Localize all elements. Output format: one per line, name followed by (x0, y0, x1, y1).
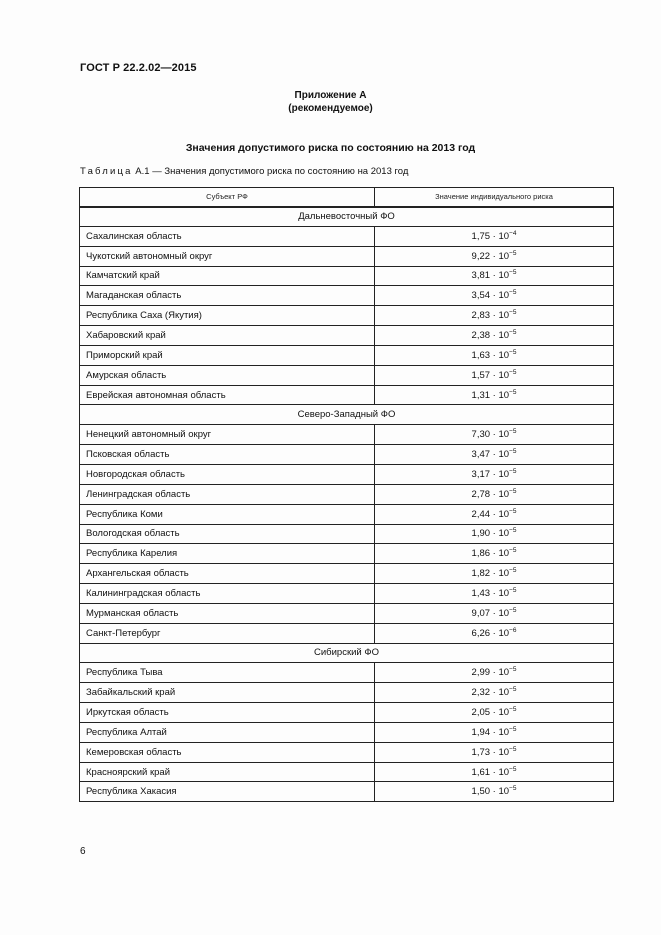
risk-times-ten: · 10 (490, 290, 510, 302)
region-cell: Чукотский автономный округ (80, 246, 375, 266)
risk-mantissa: 2,32 (471, 687, 491, 699)
risk-cell (375, 345, 614, 365)
risk-exponent: −5 (509, 467, 517, 475)
region-cell: Республика Тыва (80, 663, 375, 683)
risk-exponent: −5 (509, 765, 517, 773)
risk-exponent: −5 (509, 368, 517, 376)
risk-exponent: −5 (509, 686, 517, 694)
region-cell: Калининградская область (80, 584, 375, 604)
risk-times-ten: · 10 (490, 587, 510, 599)
risk-cell (375, 603, 614, 623)
appendix-heading (0, 89, 661, 115)
region-cell: Забайкальский край (80, 683, 375, 703)
risk-cell (375, 524, 614, 544)
table-row (80, 742, 614, 762)
region-cell: Приморский край (80, 345, 375, 365)
risk-exponent: −5 (509, 328, 517, 336)
caption-dash: — (152, 166, 162, 177)
risk-times-ten: · 10 (490, 667, 510, 679)
region-cell: Республика Коми (80, 504, 375, 524)
region-cell: Сахалинская область (80, 226, 375, 246)
region-cell: Хабаровский край (80, 326, 375, 346)
risk-times-ten: · 10 (490, 329, 510, 341)
risk-cell (375, 286, 614, 306)
standard-code: ГОСТ Р 22.2.02—2015 (80, 62, 197, 74)
risk-times-ten: · 10 (490, 270, 510, 282)
risk-mantissa: 1,73 (471, 746, 491, 758)
risk-mantissa: 3,54 (471, 290, 491, 302)
risk-exponent: −6 (509, 626, 517, 634)
region-cell: Амурская область (80, 365, 375, 385)
table-row (80, 425, 614, 445)
risk-times-ten: · 10 (490, 488, 510, 500)
risk-exponent: −5 (509, 289, 517, 297)
risk-cell (375, 484, 614, 504)
group-name: Дальневосточный ФО (80, 207, 614, 227)
risk-mantissa: 6,26 (471, 627, 491, 639)
risk-times-ten: · 10 (490, 707, 510, 719)
risk-mantissa: 1,94 (471, 726, 491, 738)
table-row (80, 544, 614, 564)
region-cell: Республика Саха (Якутия) (80, 306, 375, 326)
group-name: Сибирский ФО (80, 643, 614, 663)
risk-mantissa: 1,43 (471, 587, 491, 599)
region-cell: Республика Алтай (80, 722, 375, 742)
table-caption (80, 166, 408, 177)
risk-mantissa: 1,31 (471, 389, 491, 401)
risk-cell (375, 742, 614, 762)
risk-times-ten: · 10 (490, 766, 510, 778)
risk-exponent: −5 (509, 745, 517, 753)
risk-cell (375, 266, 614, 286)
table-row (80, 762, 614, 782)
risk-exponent: −5 (509, 725, 517, 733)
risk-times-ten: · 10 (490, 568, 510, 580)
risk-exponent: −5 (509, 428, 517, 436)
table-row (80, 385, 614, 405)
risk-mantissa: 3,47 (471, 449, 491, 461)
table-row (80, 603, 614, 623)
risk-mantissa: 3,17 (471, 468, 491, 480)
risk-cell (375, 226, 614, 246)
group-row (80, 207, 614, 227)
region-cell: Еврейская автономная область (80, 385, 375, 405)
risk-cell (375, 564, 614, 584)
risk-exponent: −5 (509, 388, 517, 396)
table-row (80, 226, 614, 246)
table-row (80, 504, 614, 524)
risk-mantissa: 2,83 (471, 310, 491, 322)
risk-mantissa: 3,81 (471, 270, 491, 282)
risk-mantissa: 2,78 (471, 488, 491, 500)
risk-exponent: −5 (509, 487, 517, 495)
table-row (80, 703, 614, 723)
region-cell: Санкт-Петербург (80, 623, 375, 643)
risk-mantissa: 7,30 (471, 429, 491, 441)
risk-times-ten: · 10 (490, 607, 510, 619)
risk-times-ten: · 10 (490, 230, 510, 242)
table-header-row (80, 188, 614, 207)
risk-cell (375, 782, 614, 802)
region-cell: Камчатский край (80, 266, 375, 286)
region-cell: Кемеровская область (80, 742, 375, 762)
risk-mantissa: 1,61 (471, 766, 491, 778)
risk-times-ten: · 10 (490, 389, 510, 401)
risk-cell (375, 504, 614, 524)
risk-times-ten: · 10 (490, 627, 510, 639)
table-row (80, 623, 614, 643)
page-number: 6 (80, 846, 86, 857)
region-cell: Ненецкий автономный округ (80, 425, 375, 445)
region-cell: Ленинградская область (80, 484, 375, 504)
caption-number: А.1 (135, 166, 150, 177)
risk-exponent: −5 (509, 567, 517, 575)
risk-mantissa: 1,63 (471, 349, 491, 361)
risk-cell (375, 722, 614, 742)
risk-cell (375, 584, 614, 604)
risk-exponent: −5 (509, 249, 517, 257)
risk-times-ten: · 10 (490, 528, 510, 540)
risk-times-ten: · 10 (490, 369, 510, 381)
region-cell: Красноярский край (80, 762, 375, 782)
risk-cell (375, 425, 614, 445)
risk-mantissa: 9,07 (471, 607, 491, 619)
table-row (80, 484, 614, 504)
caption-text: Значения допустимого риска по состоянию на 2013 год (164, 166, 409, 177)
risk-times-ten: · 10 (490, 687, 510, 699)
table-row (80, 722, 614, 742)
risk-exponent: −5 (509, 785, 517, 793)
risk-mantissa: 2,38 (471, 329, 491, 341)
risk-cell (375, 464, 614, 484)
column-header-risk: Значение индивидуального риска (375, 188, 614, 207)
region-cell: Иркутская область (80, 703, 375, 723)
risk-times-ten: · 10 (490, 508, 510, 520)
risk-cell (375, 623, 614, 643)
risk-exponent: −5 (509, 269, 517, 277)
risk-times-ten: · 10 (490, 746, 510, 758)
risk-times-ten: · 10 (490, 726, 510, 738)
risk-mantissa: 1,82 (471, 568, 491, 580)
risk-mantissa: 9,22 (471, 250, 491, 262)
region-cell: Магаданская область (80, 286, 375, 306)
table-row (80, 564, 614, 584)
risk-cell (375, 385, 614, 405)
risk-times-ten: · 10 (490, 548, 510, 560)
region-cell: Архангельская область (80, 564, 375, 584)
appendix-title: Приложение А (294, 90, 367, 101)
risk-mantissa: 2,05 (471, 707, 491, 719)
group-name: Северо-Западный ФО (80, 405, 614, 425)
risk-exponent: −5 (509, 586, 517, 594)
risk-exponent: −5 (509, 706, 517, 714)
table-row (80, 286, 614, 306)
caption-label: Таблица (80, 166, 133, 177)
group-row (80, 405, 614, 425)
risk-cell (375, 544, 614, 564)
risk-times-ten: · 10 (490, 786, 510, 798)
risk-cell (375, 703, 614, 723)
risk-exponent: −5 (509, 507, 517, 515)
region-cell: Вологодская область (80, 524, 375, 544)
region-cell: Республика Хакасия (80, 782, 375, 802)
risk-exponent: −5 (509, 547, 517, 555)
risk-mantissa: 1,90 (471, 528, 491, 540)
risk-cell (375, 246, 614, 266)
risk-times-ten: · 10 (490, 468, 510, 480)
table-row (80, 464, 614, 484)
risk-exponent: −5 (509, 448, 517, 456)
region-cell: Мурманская область (80, 603, 375, 623)
risk-times-ten: · 10 (490, 449, 510, 461)
table-row (80, 246, 614, 266)
table-row (80, 445, 614, 465)
region-cell: Новгородская область (80, 464, 375, 484)
region-cell: Псковская область (80, 445, 375, 465)
risk-cell (375, 683, 614, 703)
risk-times-ten: · 10 (490, 429, 510, 441)
risk-cell (375, 663, 614, 683)
table-row (80, 663, 614, 683)
risk-exponent: −5 (509, 348, 517, 356)
risk-mantissa: 1,50 (471, 786, 491, 798)
risk-exponent: −5 (509, 527, 517, 535)
risk-exponent: −5 (509, 666, 517, 674)
risk-table (79, 187, 614, 802)
risk-cell (375, 306, 614, 326)
risk-cell (375, 326, 614, 346)
table-row (80, 306, 614, 326)
column-header-region: Субъект РФ (80, 188, 375, 207)
table-row (80, 584, 614, 604)
risk-exponent: −4 (509, 229, 517, 237)
risk-mantissa: 2,44 (471, 508, 491, 520)
risk-times-ten: · 10 (490, 310, 510, 322)
appendix-note: (рекомендуемое) (288, 103, 373, 114)
table-row (80, 365, 614, 385)
table-row (80, 326, 614, 346)
table-body (80, 207, 614, 802)
table-row (80, 782, 614, 802)
risk-exponent: −5 (509, 606, 517, 614)
risk-cell (375, 445, 614, 465)
table-row (80, 266, 614, 286)
table-row (80, 345, 614, 365)
risk-mantissa: 1,57 (471, 369, 491, 381)
region-cell: Республика Карелия (80, 544, 375, 564)
risk-mantissa: 1,75 (471, 230, 491, 242)
risk-mantissa: 2,99 (471, 667, 491, 679)
group-row (80, 643, 614, 663)
risk-cell (375, 762, 614, 782)
risk-times-ten: · 10 (490, 349, 510, 361)
risk-exponent: −5 (509, 309, 517, 317)
document-title: Значения допустимого риска по состоянию на 2013 год (185, 142, 476, 154)
risk-times-ten: · 10 (490, 250, 510, 262)
table-row (80, 683, 614, 703)
table-row (80, 524, 614, 544)
risk-cell (375, 365, 614, 385)
risk-mantissa: 1,86 (471, 548, 491, 560)
